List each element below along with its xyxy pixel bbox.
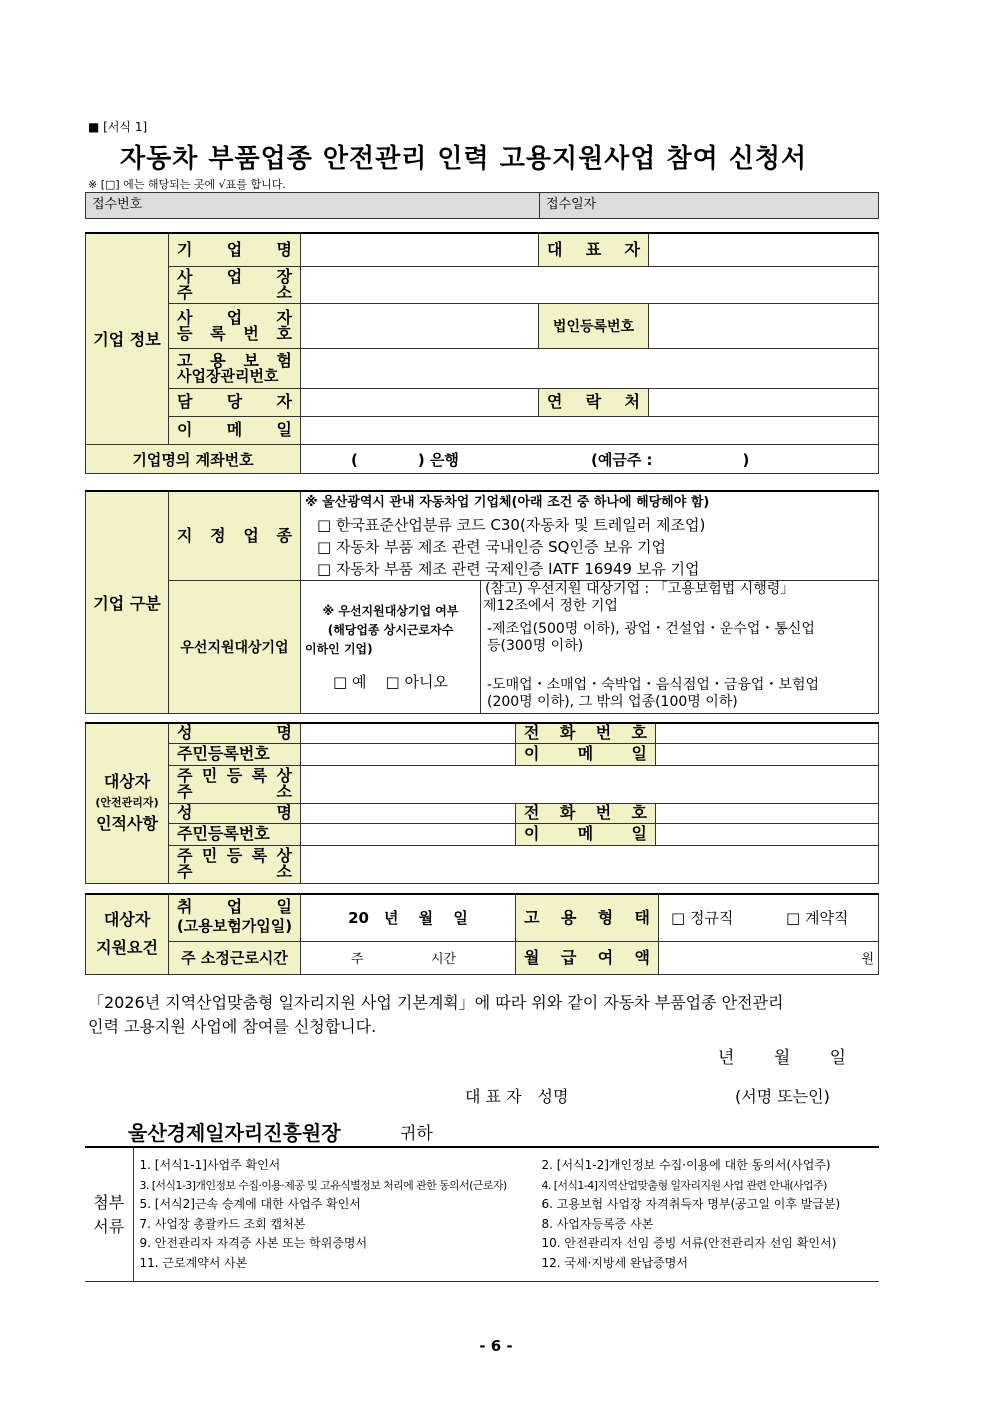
company-email-field[interactable] bbox=[301, 416, 879, 444]
biz-address-label-2: 주 소 bbox=[177, 282, 292, 302]
priority-reference bbox=[481, 581, 879, 714]
manager-field[interactable] bbox=[301, 388, 539, 416]
biz-address-field[interactable] bbox=[301, 266, 879, 303]
attachment-item: 3. [서식1-3]개인정보 수집·이용·제공 및 고유식별정보 처리에 관한 동의서(근로자) bbox=[139, 1178, 507, 1192]
category-section-label: 기업 구분 bbox=[86, 491, 169, 714]
priority-q1: ※ 우선지원대상기업 여부 bbox=[322, 604, 459, 618]
designated-option-2[interactable]: □ 자동차 부품 제조 관련 국내인증 SQ인증 보유 기업 bbox=[317, 538, 666, 556]
declaration-line-1: 「2026년 지역산업맞춤형 일자리지원 사업 기본계획」에 따라 위와 같이 자동차 부품업종 안전관리 bbox=[88, 993, 784, 1012]
page-number: - 6 - bbox=[479, 1337, 513, 1355]
priority-label: 우선지원대상기업 bbox=[169, 581, 301, 714]
support-table bbox=[85, 893, 879, 975]
attachment-item: 1. [서식1-1]사업주 확인서 bbox=[139, 1158, 281, 1172]
target2-name-label: 성 명 bbox=[177, 803, 292, 822]
target1-phone-label: 전 화 번 호 bbox=[524, 723, 647, 743]
company-info-table bbox=[85, 232, 879, 445]
contact-field[interactable] bbox=[649, 388, 879, 416]
target2-email-label: 이 메 일 bbox=[524, 824, 647, 843]
attachment-item: 8. 사업자등록증 사본 bbox=[541, 1216, 654, 1231]
category-table bbox=[85, 490, 879, 714]
account-field[interactable] bbox=[301, 445, 879, 474]
target-section bbox=[86, 723, 169, 883]
target1-rrn-label: 주민등록번호 bbox=[177, 744, 270, 763]
representative-name-label: 대 표 자 성명 bbox=[465, 1087, 569, 1106]
representative-field[interactable] bbox=[649, 233, 879, 266]
target-section-1: 대상자 bbox=[103, 772, 151, 792]
contract-checkbox[interactable]: □ 계약직 bbox=[786, 909, 849, 928]
contact-label: 연 락 처 bbox=[547, 392, 640, 411]
target2-addr-label-1: 주 민 등 록 상 bbox=[177, 846, 292, 865]
ref-line-5: -도매업・소매업・숙박업・음식점업・금융업・보험업 bbox=[487, 677, 820, 693]
target1-addr-label-1: 주 민 등 록 상 bbox=[177, 766, 292, 785]
declaration-date: 년 월 일 bbox=[718, 1048, 847, 1068]
wage-label: 월 급 여 액 bbox=[524, 947, 650, 967]
hours-field[interactable] bbox=[301, 941, 516, 974]
recipient-honorific: 귀하 bbox=[400, 1124, 433, 1144]
reception-number-field[interactable] bbox=[86, 193, 540, 219]
insurance-label-2: 사업장관리번호 bbox=[177, 366, 279, 385]
wage-unit: 원 bbox=[861, 952, 874, 967]
support-section bbox=[86, 894, 169, 974]
priority-question bbox=[301, 581, 481, 714]
sign-label: (서명 또는인) bbox=[735, 1087, 830, 1106]
designated-option-3[interactable]: □ 자동차 부품 제조 관련 국제인증 IATF 16949 보유 기업 bbox=[317, 560, 700, 578]
attachment-item: 7. 사업장 총괄카드 조회 캡처본 bbox=[139, 1216, 306, 1231]
attachment-item: 2. [서식1-2]개인정보 수집·이용에 대한 동의서(사업주) bbox=[541, 1158, 831, 1172]
attachment-item: 4. [서식1-4]지역산업맞춤형 일자리지원 사업 관련 안내(사업주) bbox=[541, 1178, 827, 1192]
attachments-label bbox=[85, 1147, 133, 1282]
employment-type-options bbox=[659, 894, 879, 941]
form-label: ■ [서식 1] bbox=[88, 120, 148, 134]
target2-phone-label: 전 화 번 호 bbox=[524, 803, 647, 822]
designated-options bbox=[301, 491, 879, 581]
target2-addr-label-2: 주 소 bbox=[177, 862, 292, 881]
attachments-table bbox=[85, 1146, 879, 1282]
bank-text: ( ) 은행 bbox=[351, 450, 459, 469]
biz-reg-label-2: 등 록 번 호 bbox=[177, 323, 292, 343]
target-section-3: 인적사항 bbox=[96, 814, 158, 834]
employment-type-label: 고 용 형 태 bbox=[524, 907, 650, 927]
declaration-text bbox=[88, 991, 783, 1039]
target1-name-field[interactable] bbox=[301, 723, 516, 743]
company-email-label: 이 메 일 bbox=[177, 420, 292, 439]
attachment-item: 11. 근로계약서 사본 bbox=[139, 1255, 248, 1270]
hours-label: 주 소정근로시간 bbox=[169, 941, 301, 974]
attachment-item: 10. 안전관리자 선임 증빙 서류(안전관리자 선임 확인서) bbox=[541, 1236, 837, 1250]
hire-date-field[interactable] bbox=[301, 894, 516, 941]
ref-line-4: 등(300명 이하) bbox=[487, 638, 584, 654]
target2-name-field[interactable] bbox=[301, 803, 516, 823]
reception-date-field[interactable] bbox=[540, 193, 879, 219]
holder-text: (예금주 : ) bbox=[591, 450, 750, 469]
company-name-field[interactable] bbox=[301, 233, 539, 266]
target1-name-label: 성 명 bbox=[177, 723, 292, 743]
target1-addr-label-2: 주 소 bbox=[177, 782, 292, 801]
ref-line-6: (200명 이하), 그 밖의 업종(100명 이하) bbox=[487, 694, 738, 710]
hours-suffix: 시간 bbox=[431, 952, 457, 967]
target2-addr-field[interactable] bbox=[301, 845, 879, 883]
priority-q3: 이하인 기업) bbox=[305, 642, 373, 656]
hire-date-value: 20 년 월 일 bbox=[348, 909, 468, 928]
support-section-1: 대상자 bbox=[103, 910, 151, 930]
target1-addr-field[interactable] bbox=[301, 765, 879, 803]
priority-choices bbox=[303, 673, 478, 692]
page-title: 자동차 부품업종 안전관리 인력 고용지원사업 참여 신청서 bbox=[120, 144, 808, 174]
manager-label: 담 당 자 bbox=[177, 392, 292, 411]
designated-note: ※ 울산광역시 관내 자동차업 기업체(아래 조건 중 하나에 해당해야 함) bbox=[305, 495, 710, 510]
designated-option-1[interactable]: □ 한국표준산업분류 코드 C30(자동차 및 트레일러 제조업) bbox=[317, 516, 706, 534]
target-table bbox=[85, 722, 879, 884]
attachments-label-2: 서류 bbox=[93, 1216, 125, 1236]
check-note: ※ [□] 에는 해당되는 곳에 √표를 합니다. bbox=[88, 178, 286, 191]
biz-address-label-1: 사 업 장 bbox=[177, 266, 292, 286]
corp-reg-number-field[interactable] bbox=[649, 303, 879, 348]
account-label: 기업명의 계좌번호 bbox=[86, 445, 301, 474]
target1-phone-field[interactable] bbox=[656, 723, 879, 743]
reception-number-label: 접수번호 bbox=[92, 197, 143, 212]
priority-no-checkbox[interactable]: □ 아니오 bbox=[385, 673, 448, 691]
attachment-item: 12. 국세·지방세 완납증명서 bbox=[541, 1255, 688, 1270]
target1-email-label: 이 메 일 bbox=[524, 744, 647, 763]
ref-line-3: -제조업(500명 이하), 광업・건설업・운수업・통신업 bbox=[487, 621, 815, 637]
target2-phone-field[interactable] bbox=[656, 803, 879, 823]
attachment-item: 5. [서식2]근속 승계에 대한 사업주 확인서 bbox=[139, 1197, 361, 1211]
ref-line-1: (참고) 우선지원 대상기업 : 「고용보험법 시행령」 bbox=[485, 581, 795, 597]
company-section-label: 기업 정보 bbox=[86, 233, 169, 444]
account-table bbox=[85, 444, 879, 474]
hire-label-1: 취 업 일 bbox=[177, 897, 292, 917]
attachment-item: 9. 안전관리자 자격증 사본 또는 학위증명서 bbox=[139, 1236, 368, 1250]
regular-checkbox[interactable]: □ 정규직 bbox=[671, 909, 734, 928]
target2-email-field[interactable] bbox=[656, 823, 879, 845]
biz-reg-label-1: 사 업 자 bbox=[177, 307, 292, 327]
target-section-2: (안전관리자) bbox=[95, 796, 159, 810]
designated-label: 지 정 업 종 bbox=[177, 526, 292, 545]
reception-date-label: 접수일자 bbox=[546, 197, 597, 212]
attachments-label-1: 첨부 bbox=[93, 1192, 125, 1212]
target1-email-field[interactable] bbox=[656, 743, 879, 765]
support-section-2: 지원요건 bbox=[96, 938, 158, 958]
hire-label-2: (고용보험가입일) bbox=[176, 917, 293, 936]
insurance-number-field[interactable] bbox=[301, 348, 879, 388]
representative-label: 대 표 자 bbox=[547, 239, 640, 259]
attachment-item: 6. 고용보험 사업장 자격취득자 명부(공고일 이후 발급분) bbox=[541, 1197, 841, 1211]
target2-rrn-field[interactable] bbox=[301, 823, 516, 845]
attachments-list bbox=[133, 1147, 879, 1282]
target1-rrn-field[interactable] bbox=[301, 743, 516, 765]
recipient: 울산경제일자리진흥원장 bbox=[128, 1121, 341, 1145]
corp-reg-label: 법인등록번호 bbox=[539, 303, 649, 348]
target2-rrn-label: 주민등록번호 bbox=[177, 824, 270, 843]
biz-reg-number-field[interactable] bbox=[301, 303, 539, 348]
wage-field[interactable] bbox=[659, 941, 879, 974]
hours-prefix: 주 bbox=[351, 952, 364, 967]
reception-table bbox=[85, 192, 879, 219]
priority-yes-checkbox[interactable]: □ 예 bbox=[333, 673, 367, 691]
ref-line-2: 제12조에서 정한 기업 bbox=[483, 598, 618, 614]
declaration-line-2: 인력 고용지원 사업에 참여를 신청합니다. bbox=[88, 1017, 377, 1036]
priority-q2: (해당업종 상시근로자수 bbox=[327, 623, 454, 637]
company-name-label: 기 업 명 bbox=[177, 239, 292, 259]
insurance-label-1: 고 용 보 험 bbox=[177, 350, 292, 370]
